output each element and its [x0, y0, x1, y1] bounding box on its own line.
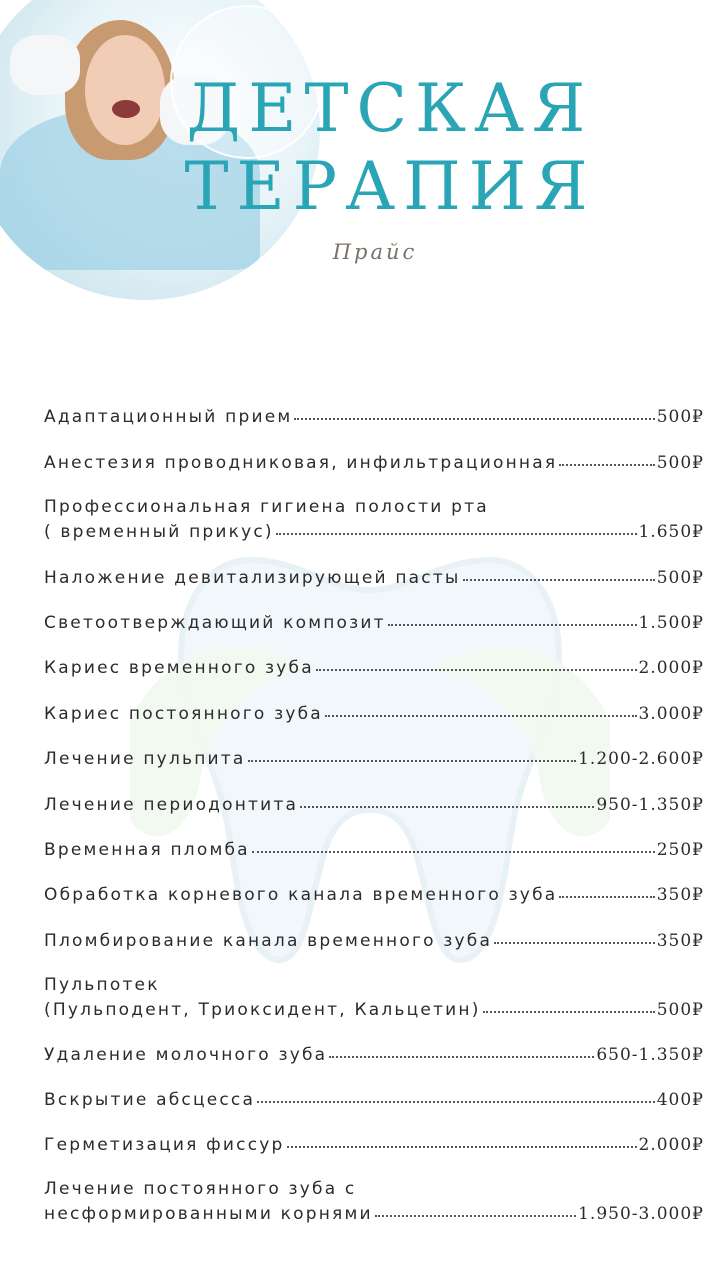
dot-leader: [276, 517, 637, 535]
service-name: Лечение периодонтита: [44, 795, 299, 815]
price-item: [44, 837, 704, 862]
service-name-line1: Лечение постоянного зуба с: [44, 1179, 357, 1199]
price-item: [44, 928, 704, 953]
service-price: 2.000₽: [638, 1135, 704, 1155]
service-price: 500₽: [656, 453, 704, 473]
service-name: (Пульподент, Триоксидент, Кальцетин): [44, 1000, 481, 1020]
dentist-glove: [10, 35, 80, 95]
title-line-1: ДЕТСКАЯ: [186, 70, 594, 147]
service-price: 2.000₽: [638, 658, 704, 678]
service-price: 400₽: [656, 1090, 704, 1110]
dot-leader: [294, 402, 654, 420]
dot-leader: [388, 608, 637, 626]
service-name: Кариес постоянного зуба: [44, 704, 323, 724]
dot-leader: [375, 1199, 576, 1217]
service-price: 1.950-3.000₽: [578, 1204, 704, 1224]
page-subtitle: Прайс: [332, 240, 418, 264]
dot-leader: [257, 1085, 655, 1103]
price-item: [44, 792, 704, 817]
service-name-line1: Профессиональная гигиена полости рта: [44, 497, 489, 517]
price-item: [44, 882, 704, 907]
price-item: [44, 565, 704, 590]
price-item: [44, 1178, 704, 1226]
service-name-line1: Пульпотек: [44, 975, 160, 995]
service-price: 500₽: [656, 407, 704, 427]
price-item: [44, 1132, 704, 1157]
service-price: 650-1.350₽: [596, 1045, 704, 1065]
service-price: 950-1.350₽: [596, 795, 704, 815]
dot-leader: [287, 1130, 637, 1148]
dot-leader: [329, 1040, 594, 1058]
page-title: [150, 70, 630, 226]
price-item: [44, 610, 704, 635]
service-name: Наложение девитализирующей пасты: [44, 568, 461, 588]
service-price: 500₽: [656, 568, 704, 588]
title-line-2: ТЕРАПИЯ: [184, 148, 596, 225]
service-name: Удаление молочного зуба: [44, 1045, 328, 1065]
price-item: [44, 404, 704, 429]
service-price: 350₽: [656, 931, 704, 951]
dot-leader: [483, 995, 655, 1013]
price-item: [44, 974, 704, 1022]
price-item: [44, 746, 704, 771]
service-name: Светоотверждающий композит: [44, 613, 386, 633]
dot-leader: [463, 563, 655, 581]
dot-leader: [252, 835, 655, 853]
service-price: 350₽: [656, 885, 704, 905]
service-name: ( временный прикус): [44, 522, 274, 542]
dot-leader: [559, 880, 654, 898]
dot-leader: [248, 744, 577, 762]
dot-leader: [300, 790, 594, 808]
service-price: 250₽: [656, 840, 704, 860]
dot-leader: [494, 926, 655, 944]
service-name: Лечение пульпита: [44, 749, 246, 769]
service-price: 1.500₽: [638, 613, 704, 633]
dot-leader: [559, 448, 654, 466]
price-item: [44, 655, 704, 680]
price-item: [44, 450, 704, 475]
service-name: Обработка корневого канала временного зуба: [44, 885, 558, 905]
service-name: несформированными корнями: [44, 1204, 373, 1224]
service-price: 1.650₽: [638, 522, 704, 542]
service-name: Вскрытие абсцесса: [44, 1090, 256, 1110]
service-name: Кариес временного зуба: [44, 658, 314, 678]
price-item: [44, 1087, 704, 1112]
service-name: Анестезия проводниковая, инфильтрационная: [44, 453, 558, 473]
dot-leader: [325, 699, 637, 717]
price-item: [44, 701, 704, 726]
service-price: 1.200-2.600₽: [578, 749, 704, 769]
price-item: [44, 1042, 704, 1067]
dot-leader: [316, 653, 637, 671]
service-price: 500₽: [656, 1000, 704, 1020]
service-name: Герметизация фиссур: [44, 1135, 285, 1155]
service-price: 3.000₽: [638, 704, 704, 724]
price-item: [44, 496, 704, 544]
service-name: Временная пломба: [44, 840, 250, 860]
service-name: Адаптационный прием: [44, 407, 293, 427]
service-name: Пломбирование канала временного зуба: [44, 931, 493, 951]
child-mouth: [112, 100, 140, 118]
